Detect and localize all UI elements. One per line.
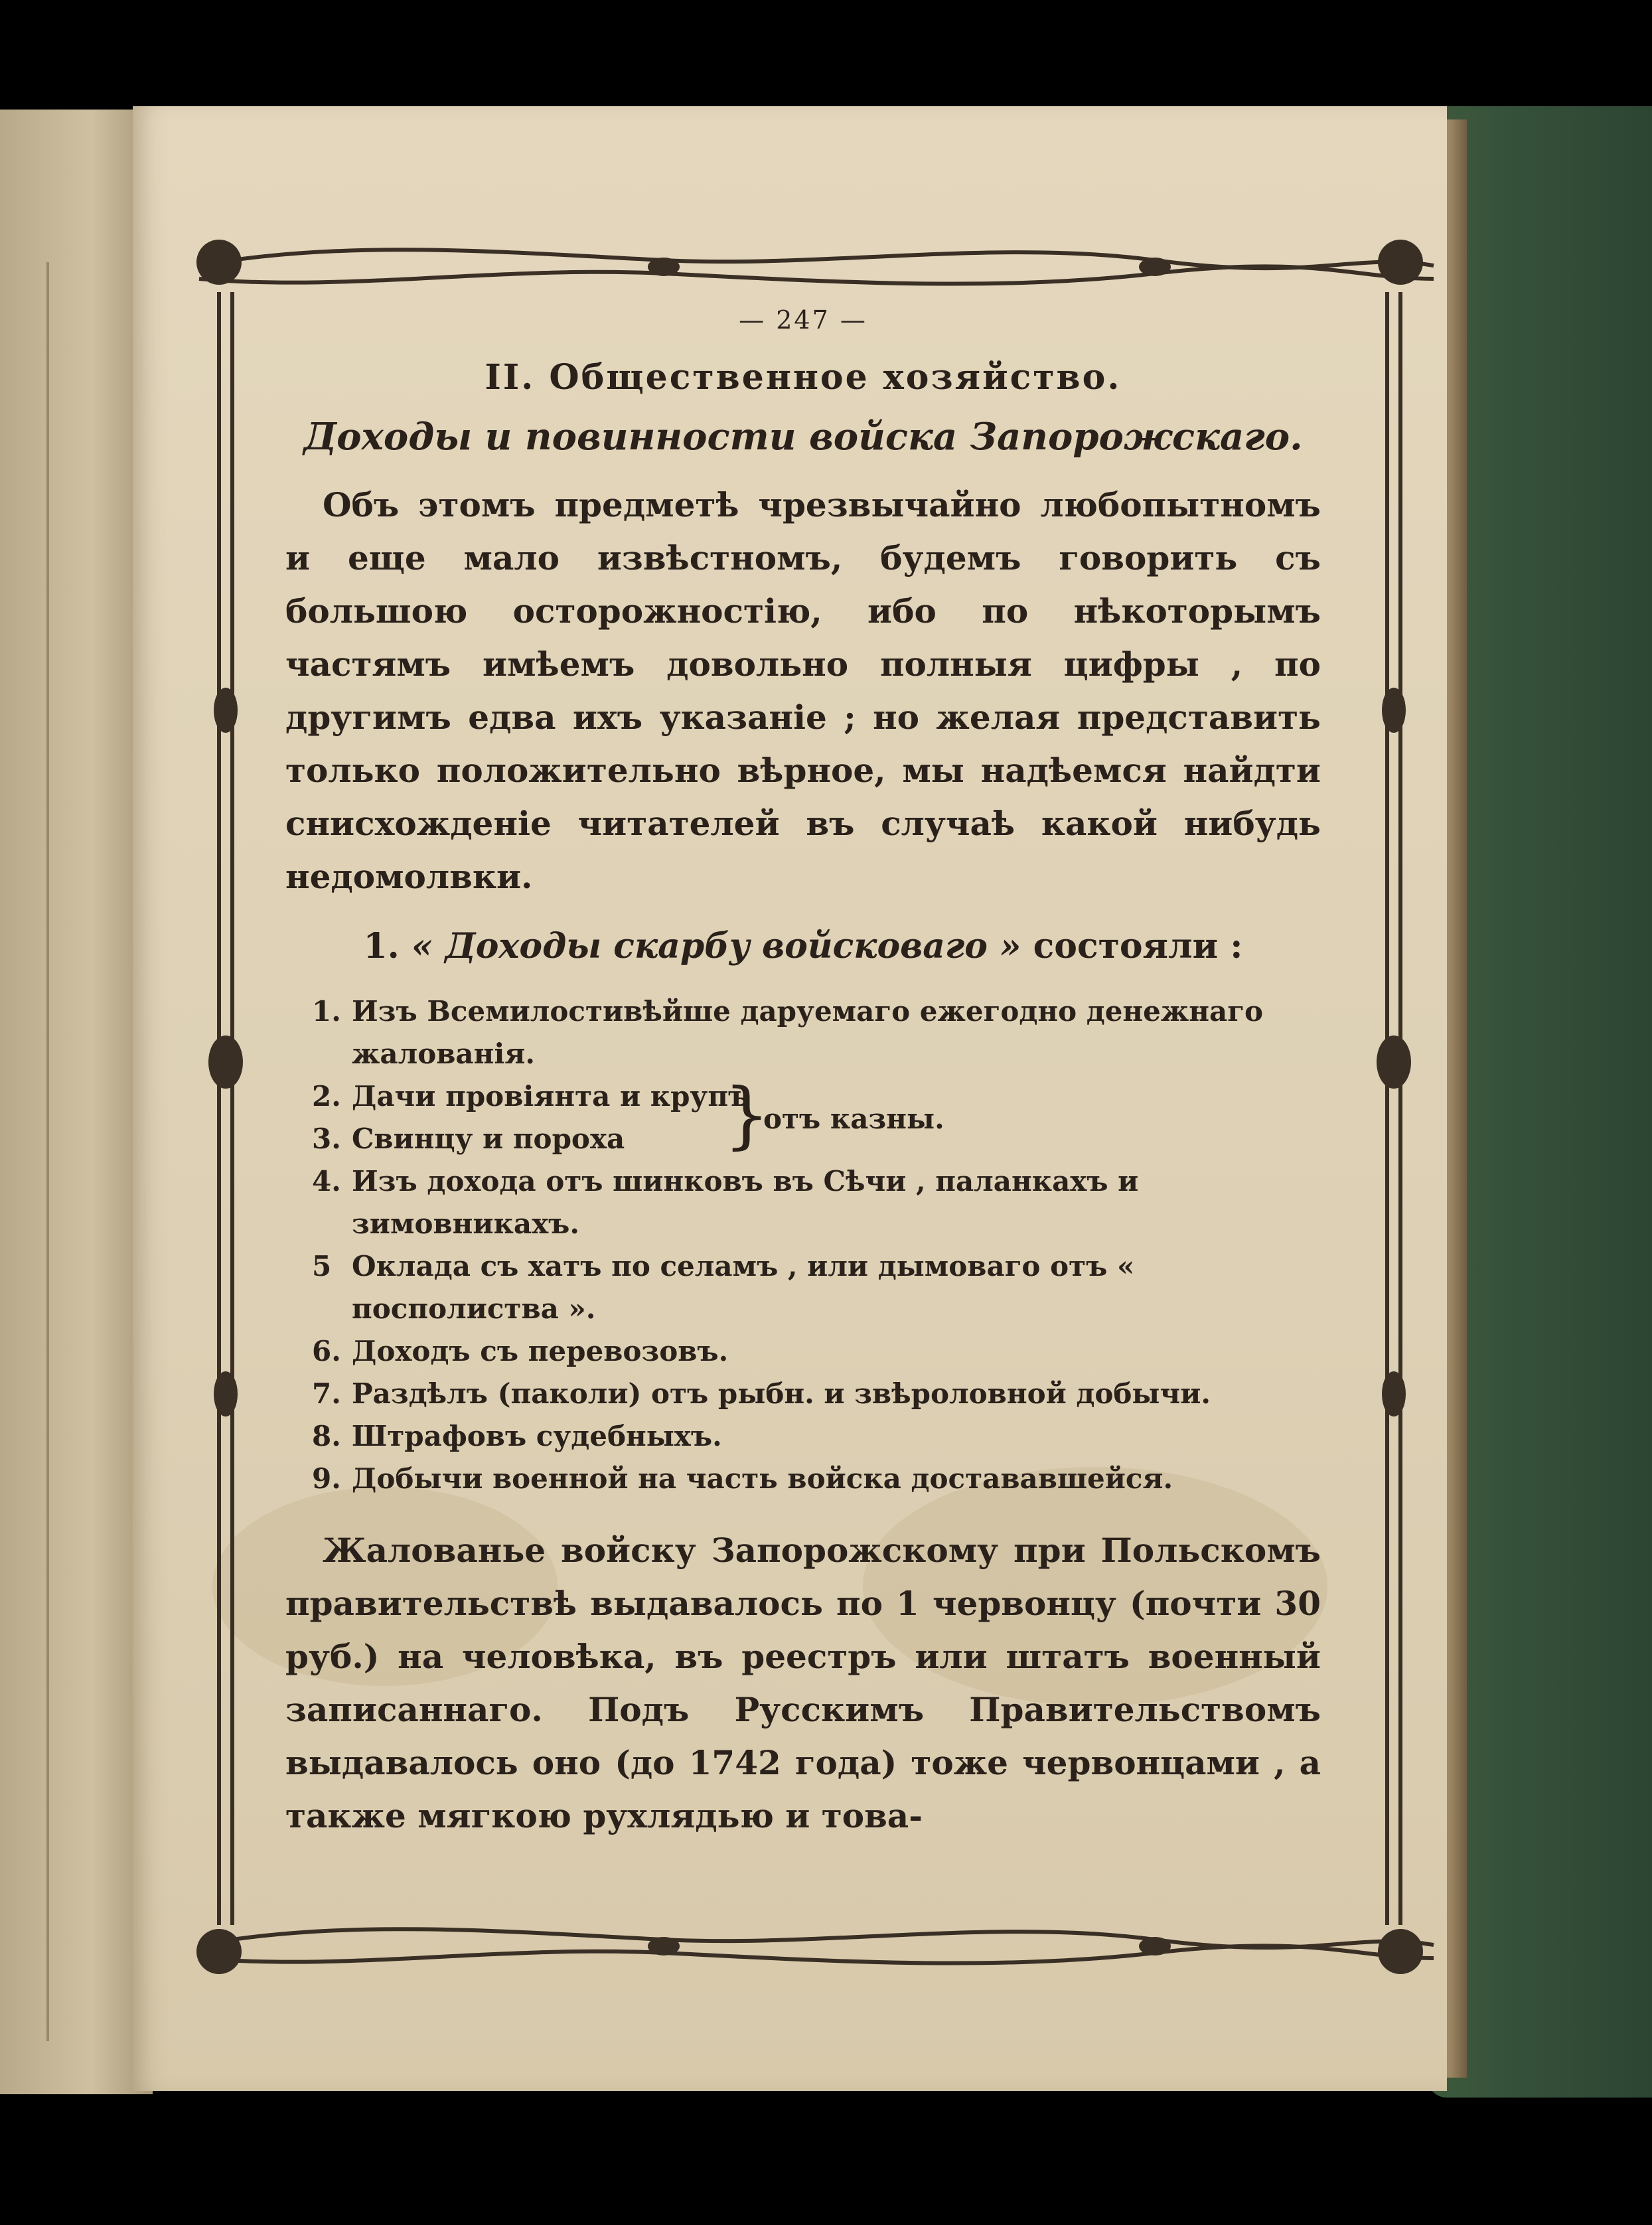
page-text	[285, 305, 1321, 1843]
intro-paragraph: Объ этомъ предметѣ чрезвычайно любопытномъ и еще мало извѣстномъ, будемъ говорить съ большою осторожностію, ибо по нѣкоторымъ частямъ имѣемъ довольно полныя цифры , по другимъ едва ихъ указаніе ; но желая представить только положительно вѣрное, мы надѣемся найдти снисхожденіе читателей въ случаѣ какой нибудь недомолвки.	[285, 485, 1321, 896]
list-item-text: Изъ дохода отъ шинковъ въ Сѣчи , паланкахъ и зимовникахъ.	[352, 1165, 1139, 1240]
list-item	[312, 1160, 1321, 1245]
section-subtitle: Доходы и повинности войска Запорожскаго.	[303, 415, 1303, 459]
income-lead	[285, 926, 1321, 966]
list-item-group	[312, 1072, 1321, 1160]
list-item	[312, 1245, 1321, 1330]
income-list	[285, 990, 1321, 1500]
brace-label: отъ казны.	[763, 1103, 944, 1135]
list-item	[312, 1373, 1321, 1415]
section-title: II. Общественное хозяйство.	[485, 357, 1122, 398]
list-item-number: 6.	[312, 1335, 341, 1367]
list-item	[312, 1415, 1321, 1458]
lead-rest: состояли :	[1033, 926, 1243, 966]
page-number: — 247 —	[739, 305, 867, 335]
list-item-text: Дачи провіянта и крупъ	[352, 1080, 750, 1112]
closing-paragraph: Жалованье войску Запорожскому при Польскомъ правительствѣ выдавалось по 1 червонцу (почти 30 руб.) на человѣка, въ реестръ или штатъ военный записаннаго. Подъ Русскимъ Правительствомъ выдавалось оно (до 1742 года) тоже червонцами , а также мягкою рухлядью и това-	[285, 1531, 1321, 1835]
list-item	[312, 1458, 1321, 1500]
brace-symbol: }	[723, 1072, 770, 1157]
list-item-number: 5	[312, 1250, 332, 1282]
list-item-number: 7.	[312, 1377, 341, 1410]
list-item-number: 8.	[312, 1420, 341, 1452]
list-item-text: Оклада съ хатъ по селамъ , или дымоваго отъ « посполиства ».	[352, 1250, 1135, 1325]
list-item-text: Штрафовъ судебныхъ.	[352, 1420, 722, 1452]
lead-number: 1.	[363, 926, 400, 966]
list-item	[312, 1330, 1321, 1373]
list-item-number: 4.	[312, 1165, 341, 1197]
list-item-text: Добычи военной на часть войска достававшейся.	[352, 1462, 1173, 1495]
list-item-text: Свинцу и пороха	[352, 1122, 625, 1155]
lead-quoted: « Доходы скарбу войсковаго »	[411, 926, 1021, 966]
list-item	[312, 990, 1321, 1075]
list-item-number: 9.	[312, 1462, 341, 1495]
list-item-number: 3.	[312, 1122, 341, 1155]
list-item-number: 1.	[312, 995, 341, 1028]
list-item-text: Раздѣлъ (паколи) отъ рыбн. и звѣроловной добычи.	[352, 1377, 1211, 1410]
list-item-number: 2.	[312, 1080, 341, 1112]
list-item-text: Изъ Всемилостивѣйше даруемаго ежегодно денежнаго жалованія.	[352, 995, 1263, 1070]
list-item-text: Доходъ съ перевозовъ.	[352, 1335, 729, 1367]
